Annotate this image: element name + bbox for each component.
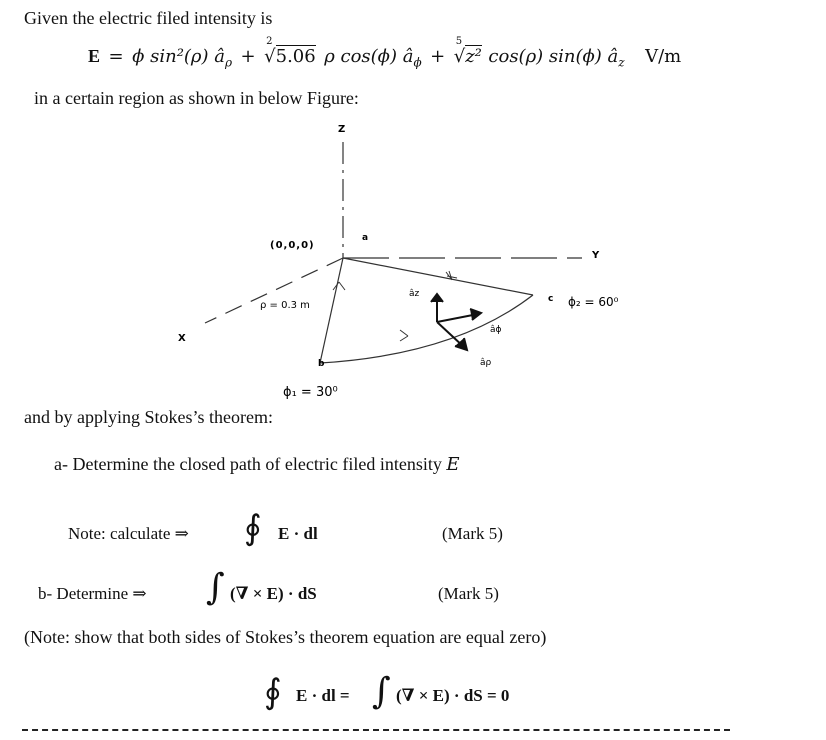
final-eq-left: E · dl = — [296, 686, 350, 705]
eq-root2-radicand: z² — [465, 46, 482, 67]
note2-text: (Note: show that both sides of Stokes’s theorem equation are equal zero) — [24, 627, 547, 647]
x-axis-line — [205, 258, 343, 323]
arc-arrow — [400, 330, 408, 341]
eq-root1-radicand: 5.06 — [275, 46, 316, 67]
part-a-symbol: E — [446, 454, 460, 475]
eq-root2-index: 5 — [455, 36, 463, 47]
z-axis-label: Z — [338, 124, 346, 135]
origin-label: (0,0,0) — [270, 240, 315, 251]
aphi-label: âϕ — [490, 325, 502, 335]
az-arrowhead — [431, 294, 443, 302]
final-eq-right: (∇ × E) · dS = 0 — [396, 686, 510, 705]
part-b-integrand: (∇ × E) · dS — [230, 584, 317, 603]
radial-arrow-30 — [333, 282, 345, 290]
eq-plus2: + — [430, 46, 446, 67]
region-text: in a certain region as shown in below Figure: — [34, 88, 359, 108]
point-a-label: a — [362, 233, 369, 243]
part-a — [54, 454, 459, 475]
eq-term1: ϕ sin²(ρ) â — [132, 46, 225, 67]
note-calculate-label: Note: calculate ⇒ — [68, 524, 189, 543]
x-axis-label: X — [178, 333, 186, 344]
eq-equals: = — [108, 46, 124, 67]
phi2-label: ϕ₂ = 60⁰ — [568, 295, 619, 309]
part-b-label: b- Determine ⇒ — [38, 584, 147, 603]
eq-root1-index: 2 — [266, 36, 273, 47]
eq-term3: cos(ρ) sin(ϕ) â — [488, 46, 619, 67]
stokes-text: and by applying Stokes’s theorem: — [24, 407, 273, 427]
eq-term3-sub: z — [618, 55, 625, 70]
eq-plus1: + — [240, 46, 256, 67]
unit-vectors — [431, 294, 481, 350]
eq-units: V/m — [645, 46, 682, 67]
bottom-separator — [22, 729, 730, 731]
arho-label: âρ — [480, 358, 492, 368]
contour-integral-icon: ∮ — [244, 508, 262, 548]
az-label: âz — [409, 289, 420, 299]
part-a-text: a- Determine the closed path of electric filed intensity — [54, 454, 447, 474]
eq-lhs: E — [88, 46, 101, 66]
field-equation — [88, 36, 682, 70]
eq-term2: ρ cos(ϕ) â — [324, 46, 414, 67]
geometry-figure — [0, 110, 826, 410]
final-surface-integral-icon: ∫ — [372, 671, 391, 712]
intro-text: Given the electric filed intensity is — [24, 8, 273, 28]
surface-integral-icon: ∫ — [206, 567, 225, 608]
point-b-label: b — [318, 359, 325, 369]
note-integrand: E · dl — [278, 524, 318, 543]
eq-term2-sub: ϕ — [413, 55, 422, 70]
radial-line-60 — [343, 258, 533, 295]
eq-root2: 5 √z² — [453, 36, 482, 67]
y-axis-label: Y — [592, 250, 600, 261]
eq-term1-sub: ρ — [224, 55, 233, 70]
rho-label: ρ = 0.3 m — [260, 300, 310, 311]
phi1-label: ϕ₁ = 30⁰ — [283, 385, 338, 400]
note-mark: (Mark 5) — [442, 524, 503, 543]
part-b-mark: (Mark 5) — [438, 584, 499, 603]
final-contour-integral-icon: ∮ — [264, 672, 282, 712]
eq-root1: 2 √5.06 — [264, 36, 316, 67]
point-c-label: c — [548, 294, 554, 304]
radial-line-30 — [320, 258, 343, 363]
aphi-arrowhead — [470, 309, 481, 320]
